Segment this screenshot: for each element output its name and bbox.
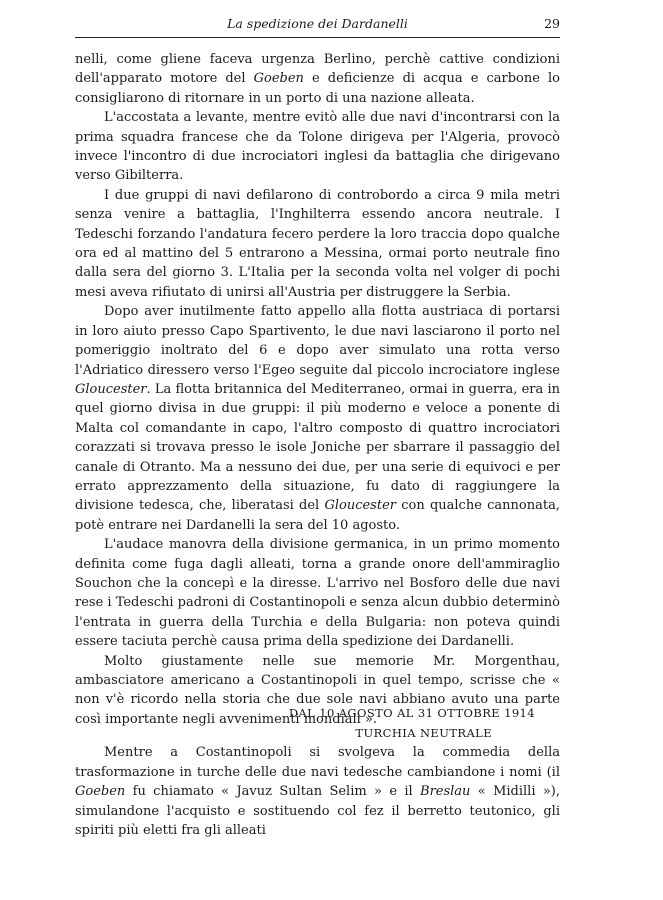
section-paragraph-1 [75, 743, 560, 841]
paragraph-1 [75, 50, 560, 108]
section-heading [75, 703, 560, 743]
p1-text: nelli, come gliene faceva urgenza Berlino, perchè cattive condizioni dell'apparato motore del [75, 52, 560, 87]
section-subtitle: TURCHIA NEUTRALE [355, 726, 492, 740]
s-p1-text-b: fu chiamato « Javuz Sultan Selim » e il [132, 784, 413, 800]
p4-text-c: con qualche cannonata, potè entrare nei Dardanelli la sera del 10 agosto. [75, 498, 560, 533]
page-number: 29 [544, 16, 560, 31]
paragraph-6: Molto giustamente nelle sue memorie Mr. Morgenthau, ambasciatore americano a Costantinopoli in quel tempo, scrisse che « non v'è ricordo nella storia che due sole navi abbiano avuto una parte così importante negli avvenimenti mondiali ». [75, 653, 560, 727]
section-title: DAL 10 AGOSTO AL 31 OTTOBRE 1914 [288, 706, 535, 720]
ship-name-goeben: Goeben [253, 71, 304, 87]
paragraph-5: L'audace manovra della divisione germanica, in un primo momento definita come fuga dagli alleati, torna a grande onore dell'ammiraglio Souchon che la concepì e la diresse. L'arrivo nel Bosforo delle due navi rese i Tedeschi padroni di Costantinopoli e senza alcun dubbio determinò l'entrata in guerra della Turchia e della Bulgaria: non poteva quindi essere taciuta perchè causa prima della spedizione dei Dardanelli. [75, 537, 561, 650]
paragraph-2: L'accostata a levante, mentre evitò alle due navi d'incontrarsi con la prima squadra francese che da Tolone dirigeva per l'Algeria, provocò invece l'incontro di due incrociatori inglesi da battaglia che dirigevano verso Gibilterra. [75, 110, 560, 184]
ship-name-gloucester-2: Gloucester [324, 498, 396, 514]
p4-text-a: Dopo aver inutilmente fatto appello alla flotta austriaca di portarsi in loro aiuto presso Capo Spartivento, le due navi lasciarono il porto nel pomeriggio inoltrato del 6 e dopo aver simulato una rotta verso l'Adriatico diressero verso l'Egeo seguite dal piccolo incrociatore inglese [75, 304, 560, 378]
ship-name-gloucester: Gloucester [75, 381, 147, 397]
paragraph-4 [75, 302, 560, 535]
s-p1-text-a: Mentre a Costantinopoli si svolgeva la commedia della trasformazione in turche delle due navi tedesche cambiandone i nomi (il [75, 745, 560, 780]
running-title: La spedizione dei Dardanelli [227, 16, 408, 31]
paragraph-3: I due gruppi di navi defilarono di controbordo a circa 9 mila metri senza venire a battaglia, l'Inghilterra essendo ancora neutrale. I Tedeschi forzando l'andatura fecero perdere la loro traccia dopo qualche ora ed al mattino del 5 entrarono a Messina, ormai porto neutrale fino dalla sera del giorno 3. L'Italia per la seconda volta nel volger di pochi mesi aveva rifiutato di unirsi all'Austria per distruggere la Serbia. [75, 187, 560, 300]
ship-name-goeben-2: Goeben [75, 784, 126, 800]
ship-name-breslau: Breslau [420, 784, 471, 800]
header-rule [75, 37, 560, 38]
section-text [75, 743, 560, 841]
running-header [75, 14, 560, 36]
main-text [75, 50, 560, 729]
s-p1-text-c: « Midilli »), simulandone l'acquisto e sostituendo col fez il berretto teutonico, gli spiriti più eletti fra gli alleati [75, 784, 560, 839]
p1-text-end: e deficienze di acqua e carbone lo consigliarono di ritornare in un porto di una nazione alleata. [75, 71, 560, 106]
p4-text-b: . La flotta britannica del Mediterraneo, ormai in guerra, era in quel giorno divisa in due gruppi: il più moderno e veloce a ponente di Malta col comandante in capo, l'altro composto di quattro incrociatori corazzati si trovava presso le isole Joniche per sbarrare il passaggio del canale di Otranto. Ma a nessuno dei due, per una serie di equivoci e per errato apprezzamento della situazione, fu dato di raggiungere la divisione tedesca, che, liberatasi del [75, 381, 560, 514]
